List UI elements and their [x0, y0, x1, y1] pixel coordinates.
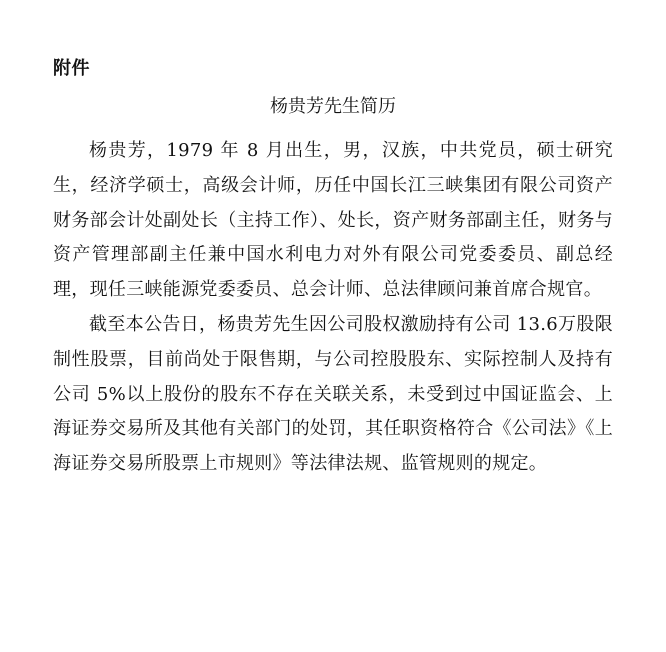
- document-body: [53, 134, 613, 482]
- paragraph-biography: 杨贵芳，1979 年 8 月出生，男，汉族，中共党员，硕士研究生，经济学硕士，高级会计师，历任中国长江三峡集团有限公司资产财务部会计处副处长（主持工作）、处长，资产财务部副主任，财务与资产管理部副主任兼中国水利电力对外有限公司党委委员、副总经理，现任三峡能源党委委员、总会计师、总法律顾问兼首席合规官。: [53, 140, 613, 301]
- paragraph-shareholding: 截至本公告日，杨贵芳先生因公司股权激励持有公司 13.6万股限制性股票，目前尚处于限售期，与公司控股股东、实际控制人及持有公司 5%以上股份的股东不存在关联关系，未受到过中国证监会、上海证券交易所及其他有关部门的处罚，其任职资格符合《公司法》《上海证券交易所股票上市规则》等法律法规、监管规则的规定。: [53, 313, 613, 475]
- attachment-label: 附件: [53, 58, 90, 79]
- document-title: 杨贵芳先生简历: [270, 96, 396, 117]
